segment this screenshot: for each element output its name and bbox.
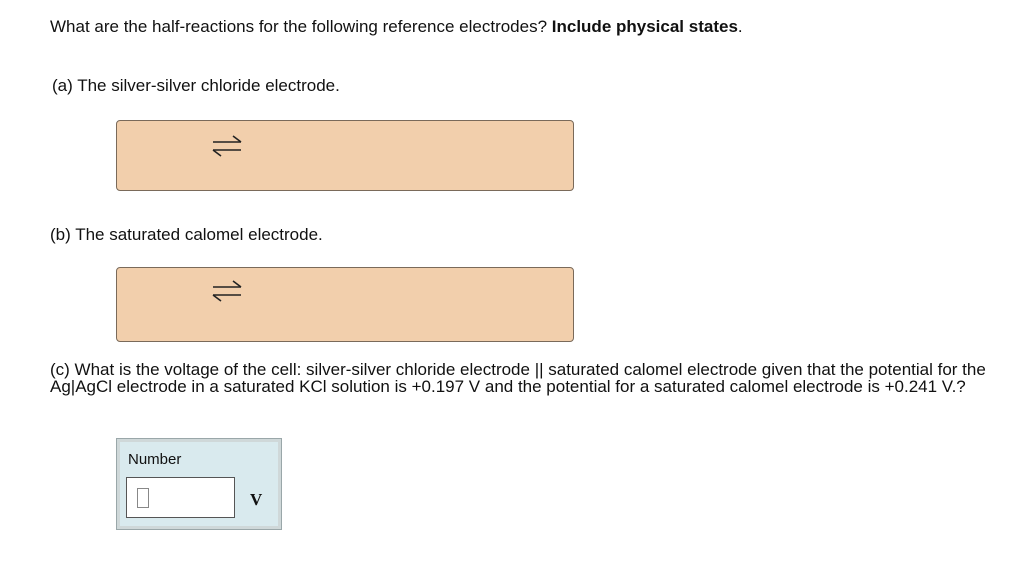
equilibrium-arrows-icon [209,279,245,303]
number-answer-panel [116,438,282,530]
question-emphasis: Include physical states [551,17,738,36]
equilibrium-arrows-icon [209,134,245,158]
part-c-question: (c) What is the voltage of the cell: silver-silver chloride electrode || saturated calomel electrode given that the potential for the Ag|AgCl electrode in a saturated KCl solution is +0.197 V and the potential for a saturated calomel electrode is +0.241 V.? [50,360,986,396]
part-a-answer-box[interactable] [116,120,574,191]
number-label: Number [128,451,182,468]
question-suffix: . [737,17,743,36]
part-a-label: (a) The silver-silver chloride electrode. [52,76,340,95]
question-text: What are the half-reactions for the following reference electrodes? [50,17,552,36]
part-b-label: (b) The saturated calomel electrode. [50,225,323,244]
part-b-answer-box[interactable] [116,267,574,342]
question-prompt [50,17,743,37]
number-input[interactable] [126,477,235,518]
unit-label: V [250,490,263,509]
